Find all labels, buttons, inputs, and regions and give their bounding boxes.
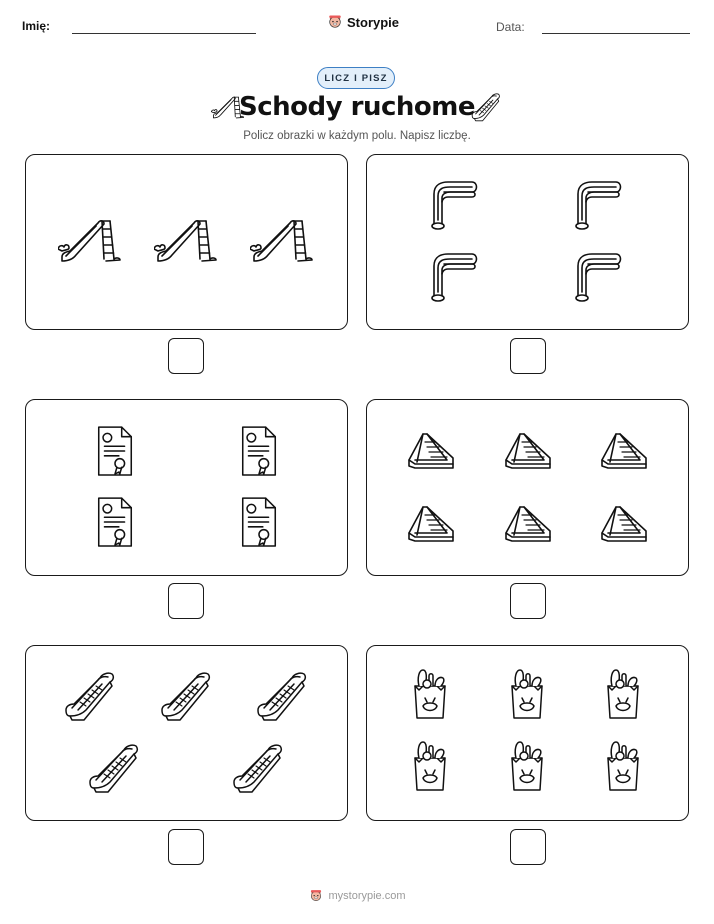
- counting-panel-3: [25, 399, 348, 576]
- ramp-icon: [504, 430, 552, 470]
- footer: [0, 888, 714, 904]
- bear-icon: [326, 13, 344, 31]
- escalator-icon: [64, 670, 116, 722]
- brand-name: Storypie: [347, 14, 400, 30]
- footer-site[interactable]: mystorypie.com: [328, 890, 406, 902]
- slide-icon: [250, 215, 314, 265]
- date-line[interactable]: [542, 33, 690, 34]
- ramp-icon: [407, 503, 455, 543]
- ramp-icon: [504, 503, 552, 543]
- counting-panel-4: [366, 399, 689, 576]
- slide-icon: [154, 215, 218, 265]
- answer-box-1[interactable]: [168, 338, 204, 374]
- page-title: Schody ruchome: [239, 92, 475, 122]
- brand-logo: [326, 13, 399, 31]
- handrail-icon: [572, 180, 626, 232]
- date-label: Data:: [496, 20, 525, 34]
- ramp-icon: [600, 503, 648, 543]
- name-label: Imię:: [22, 19, 51, 33]
- grocery-bag-icon: [409, 668, 451, 722]
- answer-box-2[interactable]: [510, 338, 546, 374]
- handrail-icon: [428, 252, 482, 304]
- handrail-icon: [428, 180, 482, 232]
- answer-box-4[interactable]: [510, 583, 546, 619]
- escalator-icon: [88, 742, 140, 794]
- slide-icon: [58, 215, 122, 265]
- grocery-bag-icon: [602, 668, 644, 722]
- answer-box-6[interactable]: [510, 829, 546, 865]
- handrail-icon: [572, 252, 626, 304]
- certificate-icon: [237, 495, 281, 551]
- answer-box-3[interactable]: [168, 583, 204, 619]
- instructions: Policz obrazki w każdym polu. Napisz liczbę.: [243, 130, 471, 142]
- escalator-icon: [256, 670, 308, 722]
- counting-panel-2: [366, 154, 689, 330]
- ramp-icon: [600, 430, 648, 470]
- grocery-bag-icon: [506, 668, 548, 722]
- bear-icon: [308, 888, 324, 904]
- grocery-bag-icon: [409, 740, 451, 794]
- ramp-icon: [407, 430, 455, 470]
- worksheet-badge: LICZ I PISZ: [317, 67, 395, 89]
- grocery-bag-icon: [506, 740, 548, 794]
- grocery-bag-icon: [602, 740, 644, 794]
- escalator-icon: [160, 670, 212, 722]
- name-line[interactable]: [72, 33, 256, 34]
- certificate-icon: [93, 424, 137, 480]
- certificate-icon: [237, 424, 281, 480]
- escalator-icon: [232, 742, 284, 794]
- certificate-icon: [93, 495, 137, 551]
- answer-box-5[interactable]: [168, 829, 204, 865]
- escalator-icon: [470, 92, 502, 122]
